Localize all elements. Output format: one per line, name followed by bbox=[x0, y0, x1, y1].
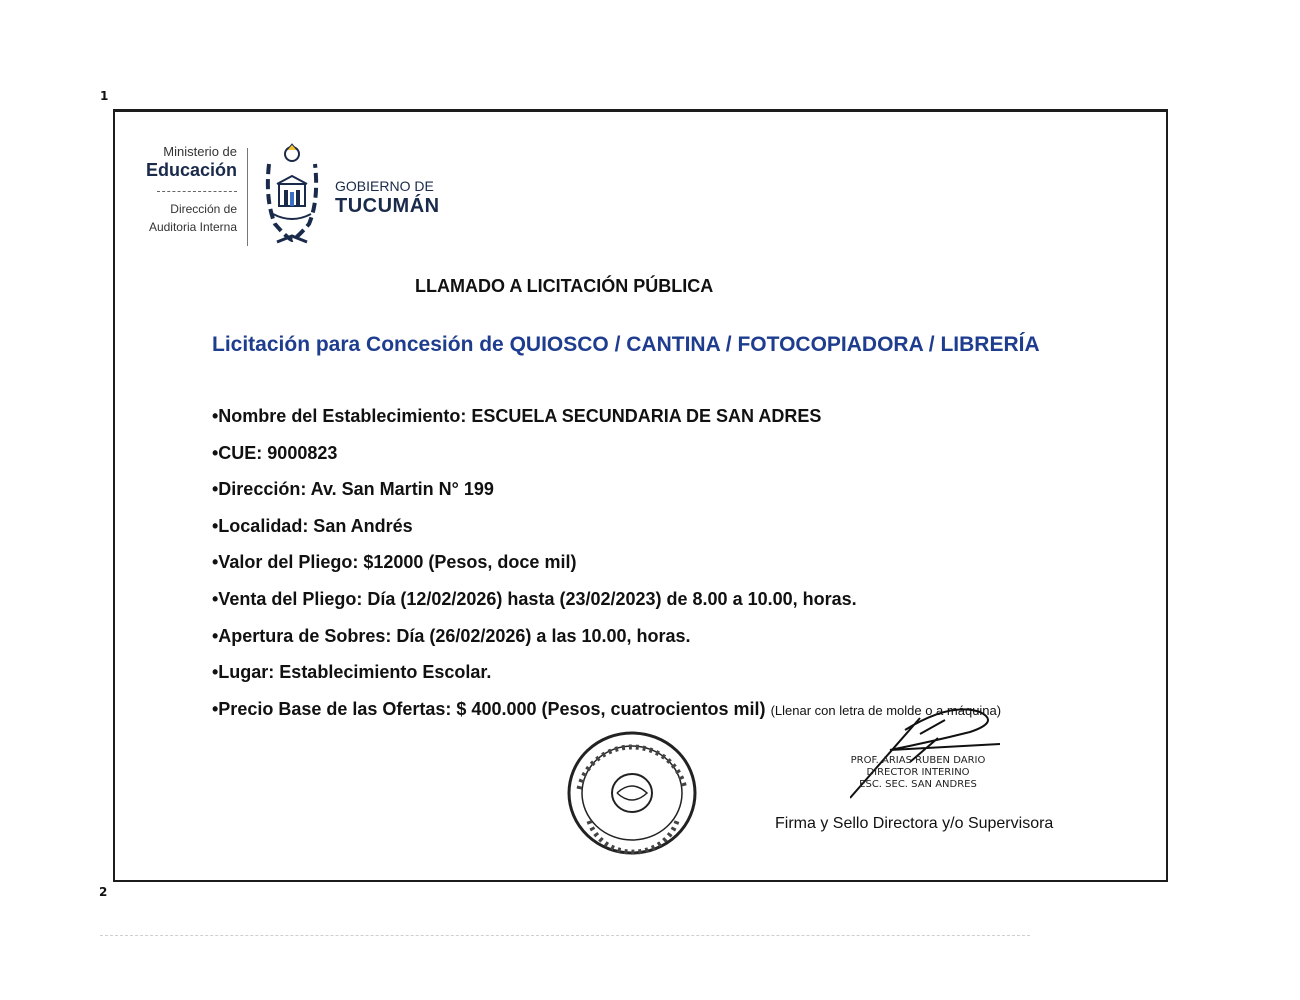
ministry-logo bbox=[127, 144, 237, 236]
signature-stamp-line1: PROF. ARIAS RUBEN DARIO bbox=[850, 755, 986, 766]
list-item-locality: •Localidad: San Andrés bbox=[212, 515, 413, 536]
tender-details-list bbox=[212, 403, 1152, 732]
list-item-place: •Lugar: Establecimiento Escolar. bbox=[212, 662, 492, 683]
list-item-establishment: •Nombre del Establecimiento: ESCUELA SECUNDARIA DE SAN ADRES bbox=[212, 406, 822, 426]
signature-stamp bbox=[838, 755, 998, 791]
tucuman-shield-icon bbox=[257, 140, 327, 252]
list-item-document-price: •Valor del Pliego: $12000 (Pesos, doce mil) bbox=[212, 552, 577, 573]
list-item-opening: •Apertura de Sobres: Día (26/02/2026) a las 10.00, horas. bbox=[212, 625, 691, 646]
fill-instructions-note: (Llenar con letra de molde o a máquina) bbox=[770, 702, 1002, 718]
ministry-divider bbox=[157, 191, 237, 192]
ministry-line1: Ministerio de bbox=[163, 144, 237, 159]
signature-label: Firma y Sello Directora y/o Supervisora bbox=[775, 815, 1054, 832]
signature-stamp-line3: ESC. SEC. SAN ANDRES bbox=[859, 779, 977, 790]
base-price-text: •Precio Base de las Ofertas: $ 400.000 (Pesos, cuatrocientos mil) bbox=[212, 698, 766, 719]
document-heading: LLAMADO A LICITACIÓN PÚBLICA bbox=[415, 276, 714, 296]
school-seal-stamp bbox=[565, 729, 700, 857]
page-number-top: 1 bbox=[100, 89, 109, 103]
list-item-address: •Dirección: Av. San Martin N° 199 bbox=[212, 479, 494, 500]
page-number-bottom: 2 bbox=[99, 885, 108, 899]
gov-line2: TUCUMÁN bbox=[335, 195, 440, 217]
gov-line1: GOBIERNO DE bbox=[335, 178, 434, 194]
ministry-line2: Educación bbox=[145, 160, 237, 180]
list-item-cue: •CUE: 9000823 bbox=[212, 442, 338, 463]
ministry-line4: Auditoria Interna bbox=[148, 220, 237, 234]
ministry-line3: Dirección de bbox=[170, 202, 237, 216]
document-subtitle: Licitación para Concesión de QUIOSCO / CANTINA / FOTOCOPIADORA / LIBRERÍA bbox=[212, 333, 1040, 356]
footer-scan-line bbox=[100, 935, 1030, 936]
list-item-sale-period: •Venta del Pliego: Día (12/02/2026) hasta (23/02/2023) de 8.00 a 10.00, horas. bbox=[212, 588, 857, 609]
signature-stamp-line2: DIRECTOR INTERINO bbox=[866, 767, 970, 778]
header-divider bbox=[247, 148, 248, 246]
government-logo bbox=[335, 178, 440, 218]
